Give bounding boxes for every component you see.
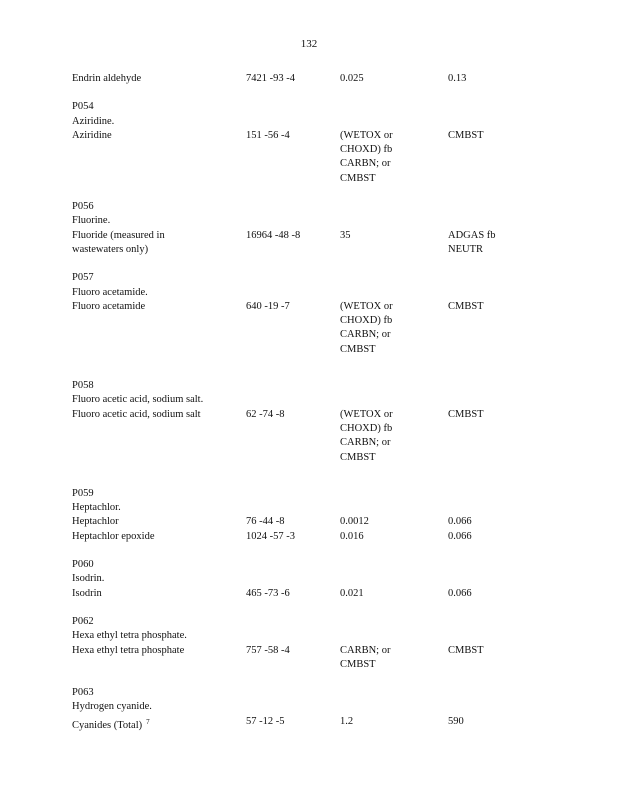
cas-number: 7421 -93 -4: [246, 73, 295, 84]
page-number: 132: [300, 38, 318, 50]
waste-code: P056: [72, 201, 94, 213]
table-row: [72, 300, 552, 357]
nonwastewater-standard: ADGAS fb NEUTR: [448, 229, 496, 255]
cas-number: 1024 -57 -3: [246, 530, 295, 542]
document-body: [72, 72, 552, 729]
nonwastewater-standard: 0.066: [448, 530, 472, 542]
table-row: [72, 229, 552, 258]
wastewater-standard: 0.025: [340, 73, 364, 84]
waste-entry: [72, 271, 552, 357]
wastewater-standard: CARBN; or CMBST: [340, 644, 391, 670]
waste-entry: [72, 558, 552, 601]
waste-group-name: Heptachlor.: [72, 502, 121, 514]
table-row: [72, 587, 552, 601]
nonwastewater-standard: CMBST: [448, 644, 484, 656]
wastewater-standard: (WETOX or CHOXD) fb CARBN; or CMBST: [340, 300, 393, 355]
table-row: [72, 408, 552, 465]
constituent-name: Cyanides (Total) $^7$: [72, 717, 150, 731]
constituent-name: Fluoro acetamide: [72, 300, 146, 312]
wastewater-standard: (WETOX or CHOXD) fb CARBN; or CMBST: [340, 129, 393, 184]
table-row: [72, 515, 552, 529]
constituent-name: Heptachlor: [72, 516, 119, 528]
nonwastewater-standard: 0.13: [448, 73, 467, 84]
nonwastewater-standard: CMBST: [448, 408, 484, 420]
nonwastewater-standard: 0.066: [448, 516, 472, 528]
constituent-name: Isodrin: [72, 587, 102, 599]
table-row: [72, 644, 552, 673]
cas-number: 57 -12 -5: [246, 715, 285, 727]
waste-group-name: Fluoro acetic acid, sodium salt.: [72, 394, 204, 406]
cas-number: 757 -58 -4: [246, 644, 290, 656]
constituent-name: Fluoro acetic acid, sodium salt: [72, 408, 201, 420]
footnote-marker: 7: [146, 717, 150, 726]
wastewater-standard: 0.0012: [340, 516, 369, 528]
table-row: [72, 530, 552, 544]
waste-code: P058: [72, 380, 94, 392]
cas-number: 151 -56 -4: [246, 129, 290, 141]
wastewater-standard: 0.021: [340, 587, 364, 599]
cas-number: 16964 -48 -8: [246, 229, 301, 241]
table-row: [72, 72, 552, 86]
nonwastewater-standard: 590: [448, 715, 464, 727]
constituent-name: Fluoride (measured in wastewaters only): [72, 229, 165, 255]
waste-entry: [72, 487, 552, 544]
waste-group-name: Aziridine.: [72, 115, 115, 127]
table-row: [72, 129, 552, 186]
cas-number: 640 -19 -7: [246, 300, 290, 312]
wastewater-standard: 1.2: [340, 715, 354, 727]
waste-code: P060: [72, 559, 94, 571]
nonwastewater-standard: 0.066: [448, 587, 472, 599]
nonwastewater-standard: CMBST: [448, 129, 484, 141]
constituent-name: Heptachlor epoxide: [72, 530, 155, 542]
waste-entry: [72, 72, 552, 86]
waste-group-name: Hydrogen cyanide.: [72, 701, 152, 713]
waste-code: P063: [72, 687, 94, 699]
waste-group-name: Fluorine.: [72, 215, 111, 227]
cas-number: 465 -73 -6: [246, 587, 290, 599]
waste-group-name: Fluoro acetamide.: [72, 286, 148, 298]
waste-entry: [72, 615, 552, 672]
waste-code: P054: [72, 101, 94, 113]
table-row: [72, 715, 552, 729]
waste-entry: [72, 100, 552, 186]
waste-code: P059: [72, 487, 94, 499]
constituent-name: Aziridine: [72, 129, 112, 141]
waste-group-name: Hexa ethyl tetra phosphate.: [72, 630, 187, 642]
wastewater-standard: 35: [340, 229, 351, 241]
constituent-name: Endrin aldehyde: [72, 73, 142, 84]
constituent-name: Hexa ethyl tetra phosphate: [72, 644, 185, 656]
wastewater-standard: (WETOX or CHOXD) fb CARBN; or CMBST: [340, 408, 393, 463]
waste-code: P057: [72, 272, 94, 284]
cas-number: 76 -44 -8: [246, 516, 285, 528]
cas-number: 62 -74 -8: [246, 408, 285, 420]
waste-entry: [72, 200, 552, 257]
waste-entry: [72, 379, 552, 465]
wastewater-standard: 0.016: [340, 530, 364, 542]
nonwastewater-standard: CMBST: [448, 300, 484, 312]
waste-group-name: Isodrin.: [72, 573, 105, 585]
waste-entry: [72, 686, 552, 729]
waste-code: P062: [72, 615, 94, 627]
